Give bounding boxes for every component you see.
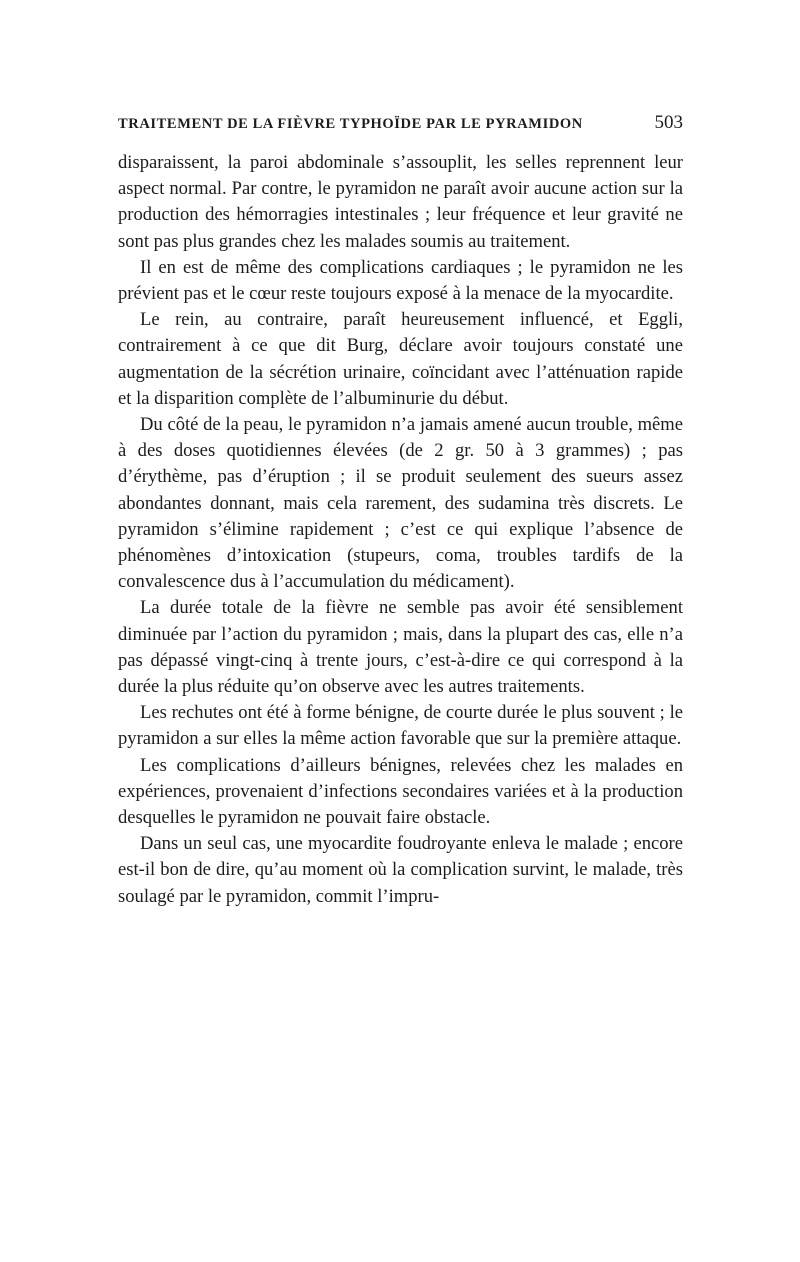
paragraph: Les complications d’ailleurs bénignes, relevées chez les malades en expériences, provenaient d’infections secondaires variées et à la production desquelles le pyramidon ne pouvait faire obstacle. (118, 754, 683, 829)
running-title: TRAITEMENT DE LA FIÈVRE TYPHOÏDE PAR LE PYRAMIDON (118, 116, 583, 132)
body-text (118, 150, 683, 910)
paragraph: Dans un seul cas, une myocardite foudroyante enleva le malade ; encore est-il bon de dire, qu’au moment où la complication survint, le malade, très soulagé par le pyramidon, commit l’impru- (118, 833, 683, 907)
book-page (118, 112, 683, 910)
paragraph: La durée totale de la fièvre ne semble pas avoir été sensiblement diminuée par l’action du pyramidon ; mais, dans la plupart des cas, elle n’a pas dépassé vingt-cinq à trente jours, c’est-à-dire ce qui correspond à la durée la plus réduite qu’on observe avec les autres traitements. (118, 597, 683, 698)
running-header (118, 112, 683, 134)
paragraph: Les rechutes ont été à forme bénigne, de courte durée le plus souvent ; le pyramidon a sur elles la même action favorable que sur la première attaque. (118, 702, 683, 750)
page-number: 503 (654, 112, 683, 133)
paragraph: Du côté de la peau, le pyramidon n’a jamais amené aucun trouble, même à des doses quotidiennes élevées (de 2 gr. 50 à 3 grammes) ; pas d’érythème, pas d’éruption ; il se produit seulement des sueurs assez abondantes donnant, mais cela rarement, des sudamina très discrets. Le pyramidon s’élimine rapidement ; c’est ce qui explique l’absence de phénomènes d’intoxication (stupeurs, coma, troubles tardifs de la convalescence dus à l’accumulation du médicament). (118, 414, 683, 593)
paragraph: disparaissent, la paroi abdominale s’assouplit, les selles reprennent leur aspect normal. Par contre, le pyramidon ne paraît avoir aucune action sur la production des hémorragies intestinales ; leur fréquence et leur gravité ne sont pas plus grandes chez les malades soumis au traitement. (118, 152, 683, 252)
paragraph: Le rein, au contraire, paraît heureusement influencé, et Eggli, contrairement à ce que dit Burg, déclare avoir toujours constaté une augmentation de la sécrétion urinaire, coïncidant avec l’atténuation rapide et la disparition complète de l’albuminurie du début. (118, 309, 683, 409)
paragraph: Il en est de même des complications cardiaques ; le pyramidon ne les prévient pas et le cœur reste toujours exposé à la menace de la myocardite. (118, 256, 683, 305)
